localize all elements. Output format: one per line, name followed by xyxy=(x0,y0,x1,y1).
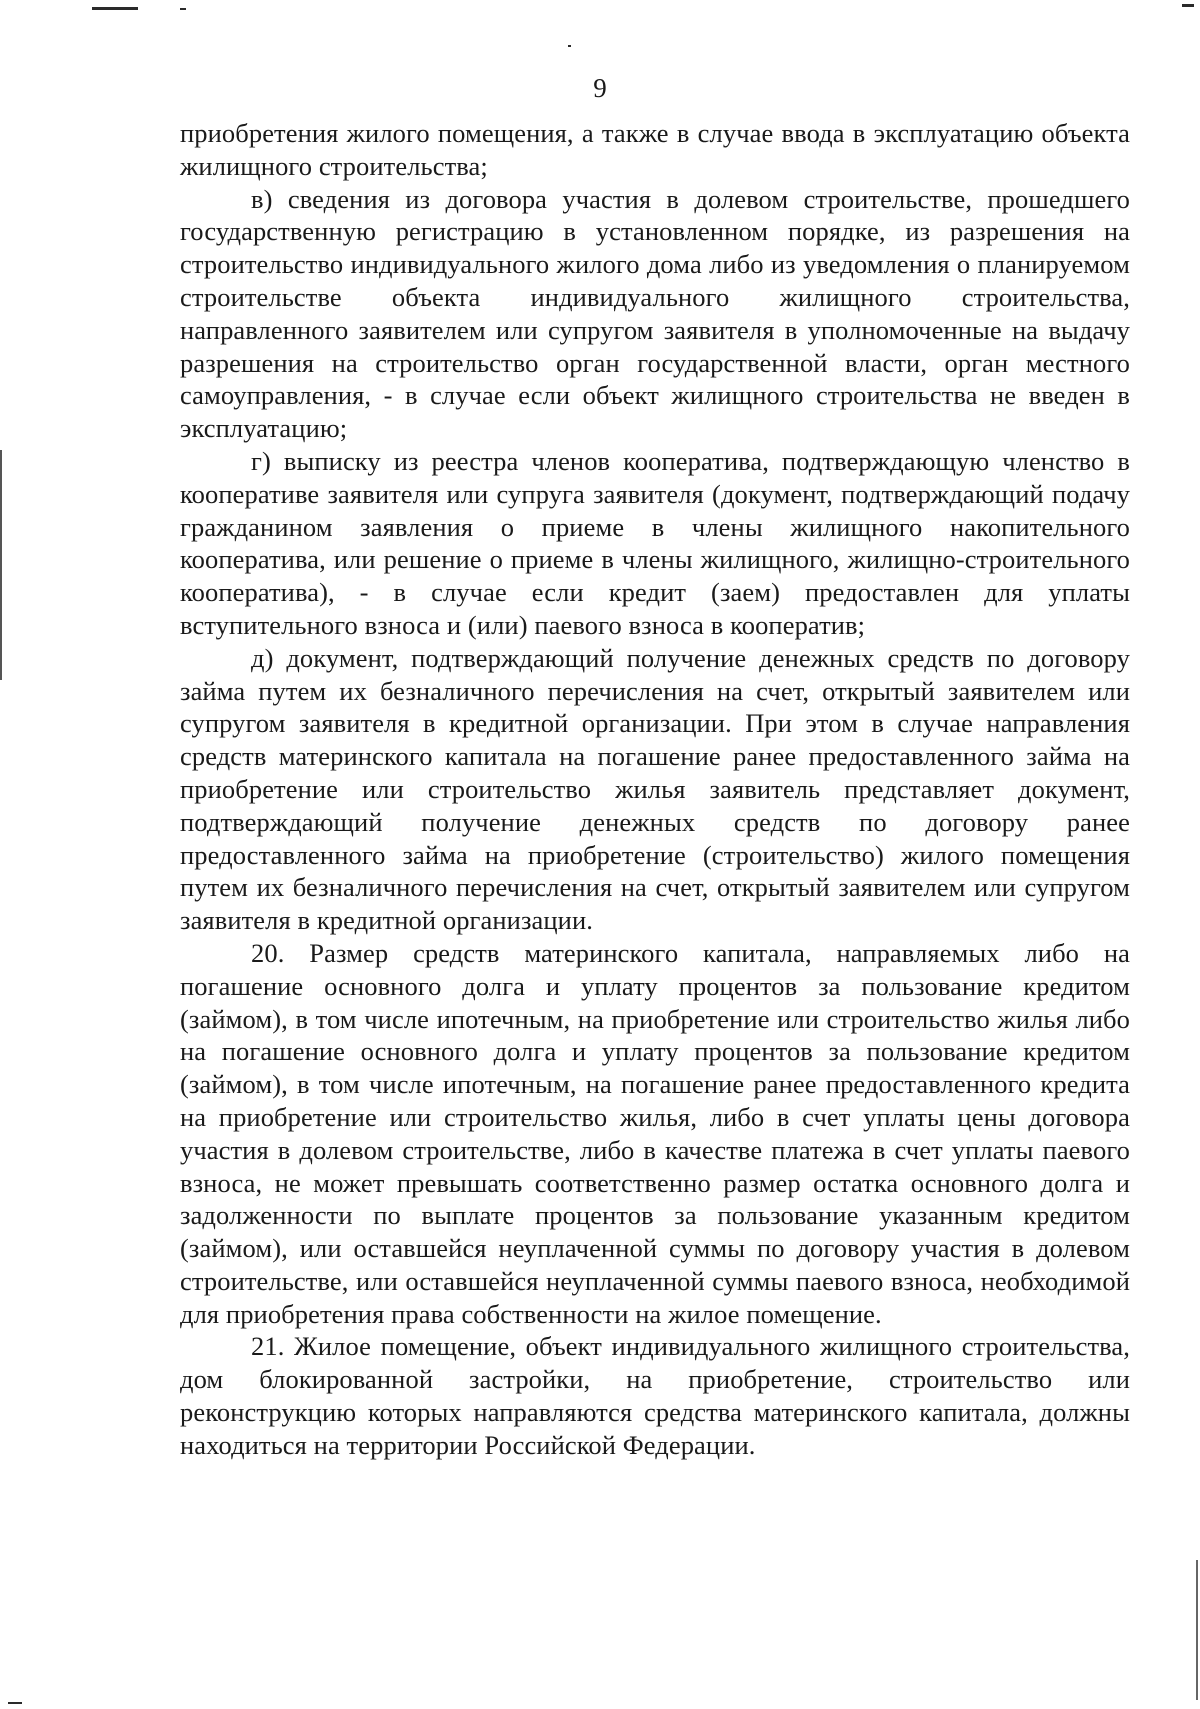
paragraph-item-g: г) выписку из реестра членов кооператива, подтверждающую членство в кооперативе заявителя или супруга заявителя (документ, подтверждающий подачу гражданином заявления о приеме в члены жилищного накопительного кооператива, или решение о приеме в члены жилищного, жилищно-строительного кооператива), - в случае если кредит (заем) предоставлен для уплаты вступительного взноса и (или) паевого взноса в кооператив; xyxy=(180,445,1130,640)
document-body xyxy=(180,117,1130,1462)
scan-artifact-right-edge xyxy=(1196,1560,1198,1700)
scan-artifact-top-dash xyxy=(180,8,186,10)
scan-artifact-bottom-left xyxy=(8,1702,22,1704)
paragraph-clause-21: 21. Жилое помещение, объект индивидуального жилищного строительства, дом блокированной застройки, на приобретение, строительство или реконструкцию которых направляются средства материнского капитала, должны находиться на территории Российской Федерации. xyxy=(180,1331,1130,1460)
paragraph-item-v: в) сведения из договора участия в долевом строительстве, прошедшего государственную регистрацию в установленном порядке, из разрешения на строительство индивидуального жилого дома либо из уведомления о планируемом строительстве объекта индивидуального жилищного строительства, направленного заявителем или супругом заявителя в уполномоченные на выдачу разрешения на строительство орган государственной власти, орган местного самоуправления, - в случае если объект жилищного строительства не введен в эксплуатацию; xyxy=(180,183,1130,444)
scan-artifact-left-edge xyxy=(0,450,2,680)
scan-artifact-dot xyxy=(568,45,571,47)
paragraph-continuation: приобретения жилого помещения, а также в случае ввода в эксплуатацию объекта жилищного строительства; xyxy=(180,118,1130,181)
page-number: 9 xyxy=(593,73,607,103)
paragraph-clause-20: 20. Размер средств материнского капитала, направляемых либо на погашение основного долга и уплату процентов за пользование кредитом (займом), в том числе ипотечным, на приобретение или строительство жилья либо на погашение основного долга и уплату процентов за пользование кредитом (займом), в том числе ипотечным, на погашение ранее предоставленного кредита на приобретение или строительство жилья, либо в счет уплаты цены договора участия в долевом строительстве, либо в качестве платежа в счет уплаты паевого взноса, не может превышать соответственно размер остатка основного долга и задолженности по выплате процентов за пользование указанным кредитом (займом), или оставшейся неуплаченной суммы по договору участия в долевом строительстве, или оставшейся неуплаченной суммы паевого взноса, необходимой для приобретения права собственности на жилое помещение. xyxy=(180,937,1130,1329)
scan-artifact-top-right xyxy=(1182,4,1194,7)
paragraph-item-d: д) документ, подтверждающий получение денежных средств по договору займа путем их безналичного перечисления на счет, открытый заявителем или супругом заявителя в кредитной организации. При этом в случае направления средств материнского капитала на погашение ранее предоставленного займа на приобретение или строительство жилья заявитель представляет документ, подтверждающий получение денежных средств по договору ранее предоставленного займа на приобретение (строительство) жилого помещения путем их безналичного перечисления на счет, открытый заявителем или супругом заявителя в кредитной организации. xyxy=(180,642,1130,936)
scan-artifact-top-left xyxy=(92,7,138,10)
